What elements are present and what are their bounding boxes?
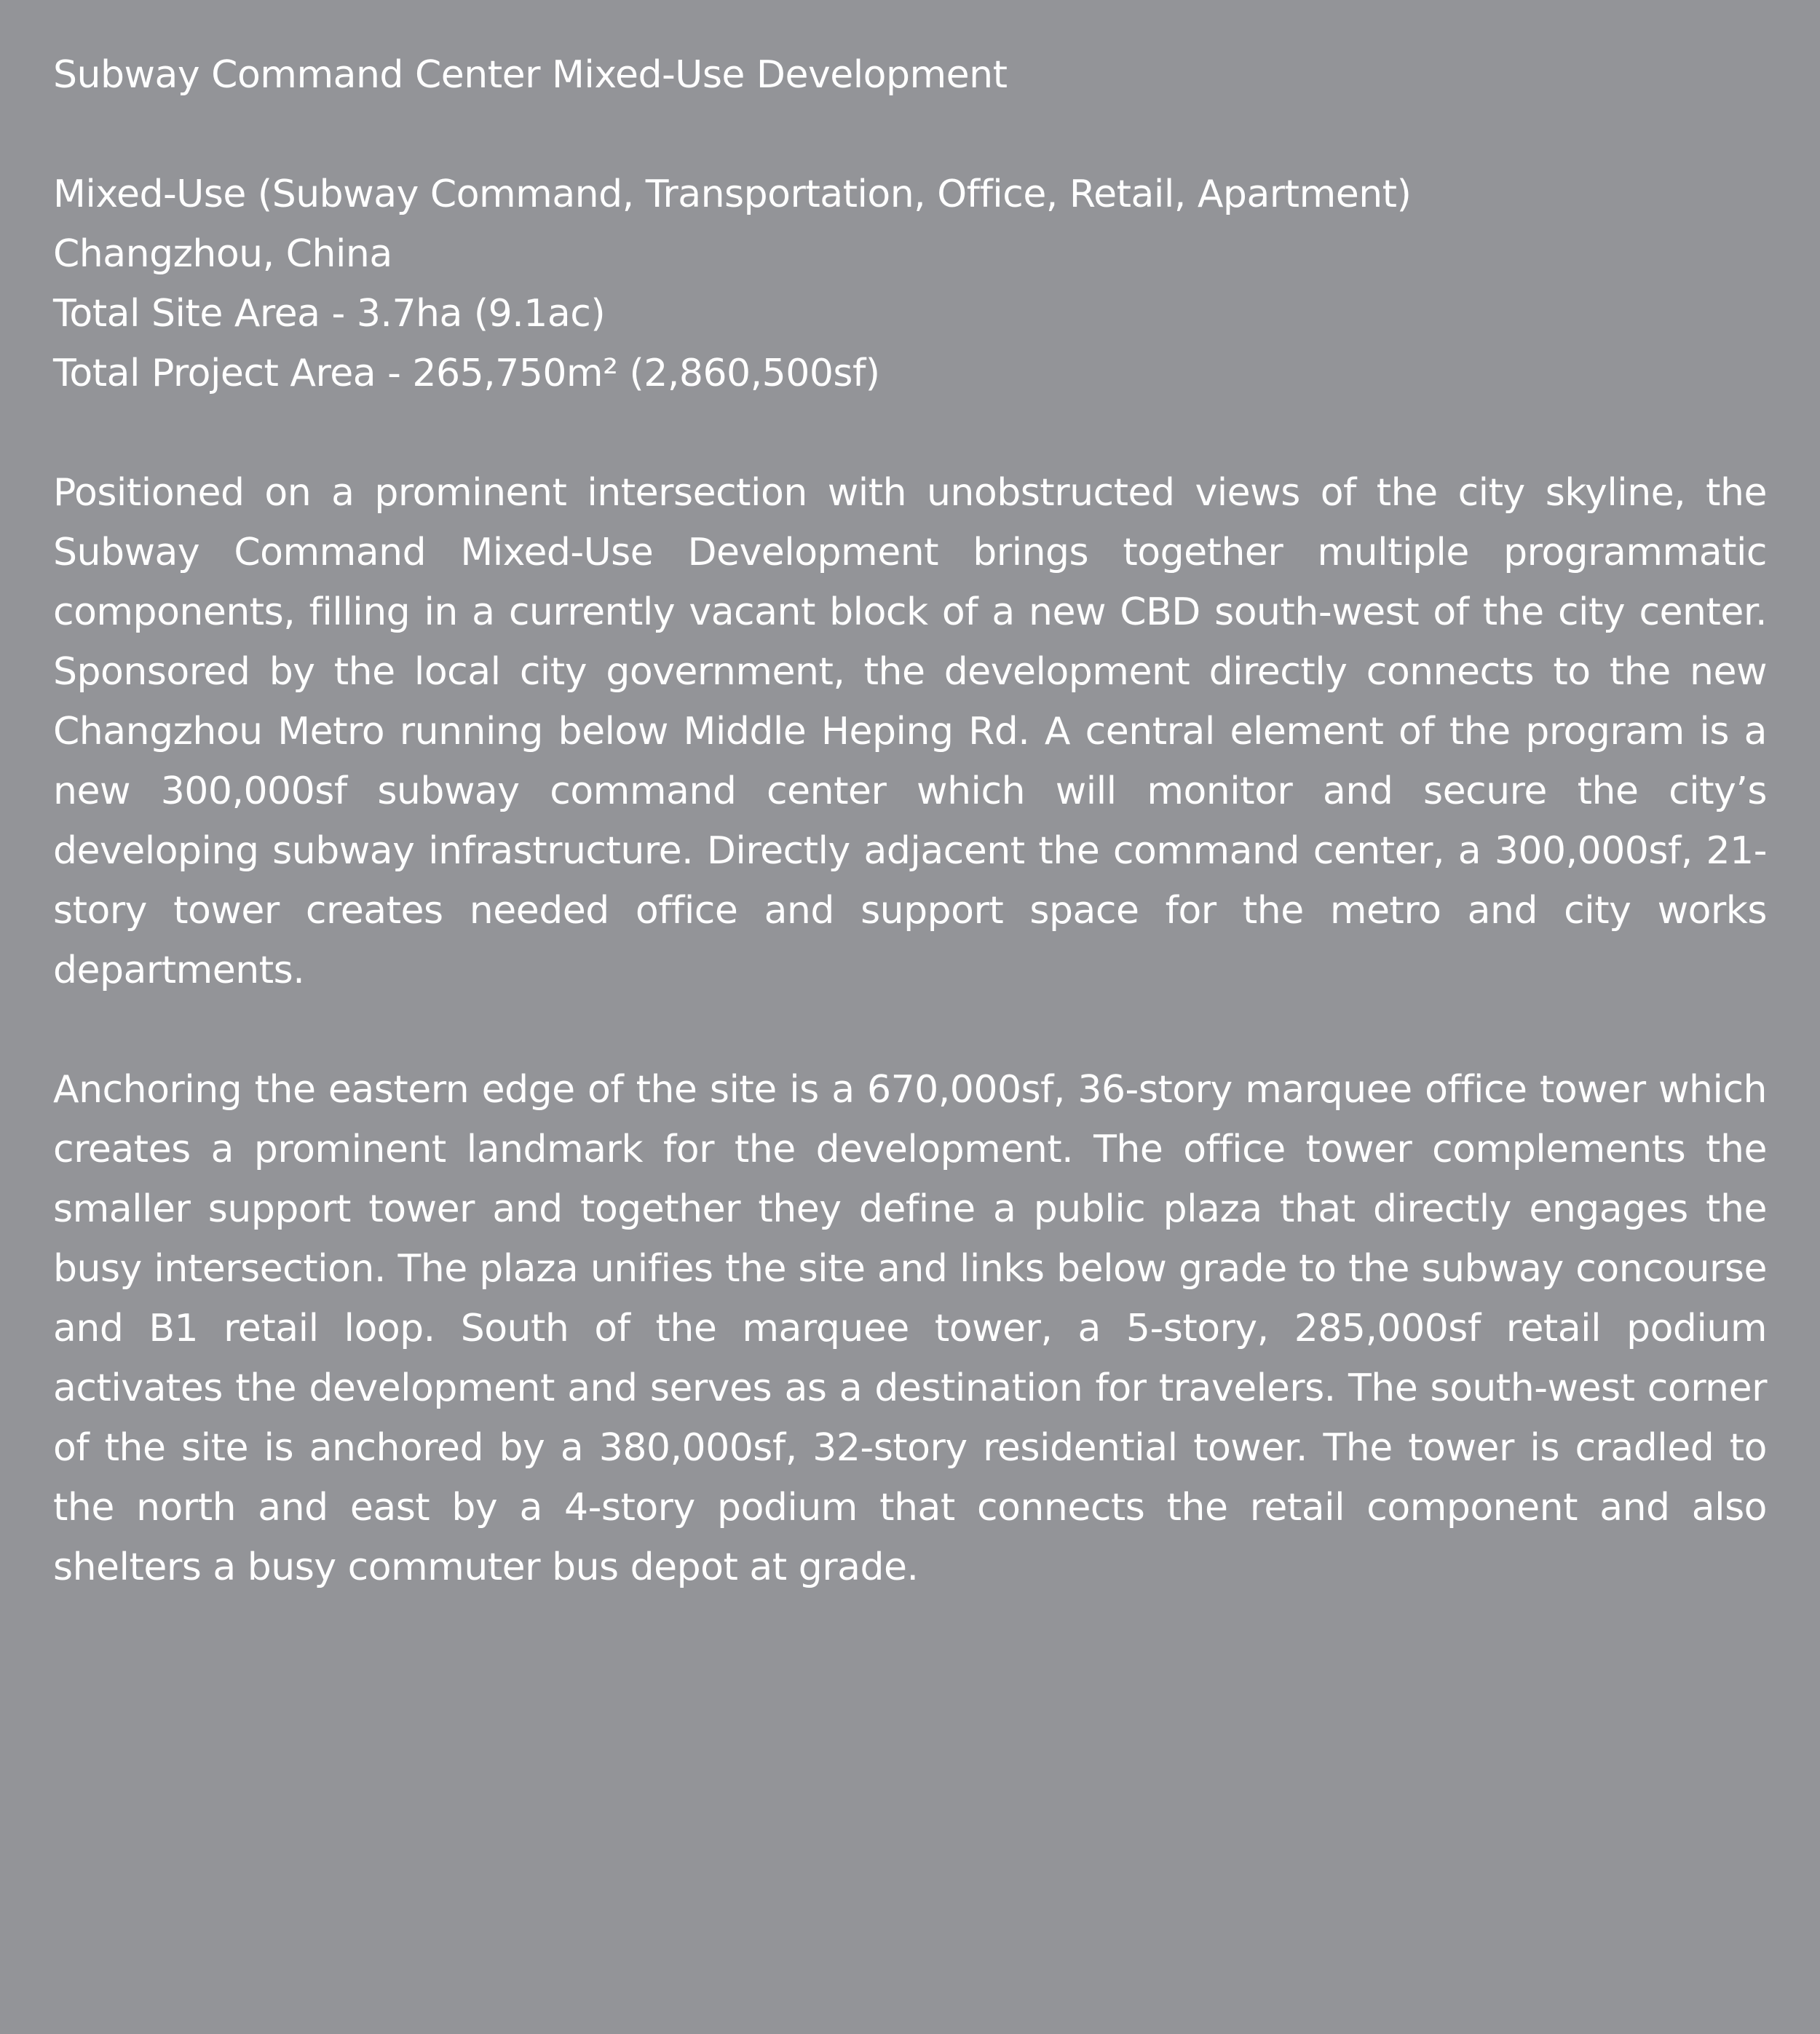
description-paragraph-1: Positioned on a prominent intersection with unobstructed views of the city skyline, the Subway Command Mixed-Use Development brings together multiple programmatic components, filling in a currently vacant block of a new CBD south-west of the city center. Sponsored by the local city government, the development directly connects to the new Changzhou Metro running below Middle Heping Rd. A central element of the program is a new 300,000sf subway command center which will monitor and secure the city’s developing subway infrastructure. Directly adjacent the command center, a 300,000sf, 21-story tower creates needed office and support space for the metro and city works departments.: [53, 471, 1767, 992]
project-title: Subway Command Center Mixed-Use Development: [53, 53, 1008, 97]
project-location: Changzhou, China: [53, 232, 392, 276]
project-details: [53, 165, 1767, 403]
project-use: Mixed-Use (Subway Command, Transportation, Office, Retail, Apartment): [53, 173, 1412, 216]
description-paragraph-2: Anchoring the eastern edge of the site is a 670,000sf, 36-story marquee office tower which creates a prominent landmark for the development. The office tower complements the smaller support tower and together they define a public plaza that directly engages the busy intersection. The plaza unifies the site and links below grade to the subway concourse and B1 retail loop. South of the marquee tower, a 5-story, 285,000sf retail podium activates the development and serves as a destination for travelers. The south-west corner of the site is anchored by a 380,000sf, 32-story residential tower. The tower is cradled to the north and east by a 4-story podium that connects the retail component and also shelters a busy commuter bus depot at grade.: [53, 1068, 1767, 1589]
site-area: Total Site Area - 3.7ha (9.1ac): [53, 292, 606, 336]
project-area: Total Project Area - 265,750m² (2,860,500sf): [53, 352, 880, 395]
